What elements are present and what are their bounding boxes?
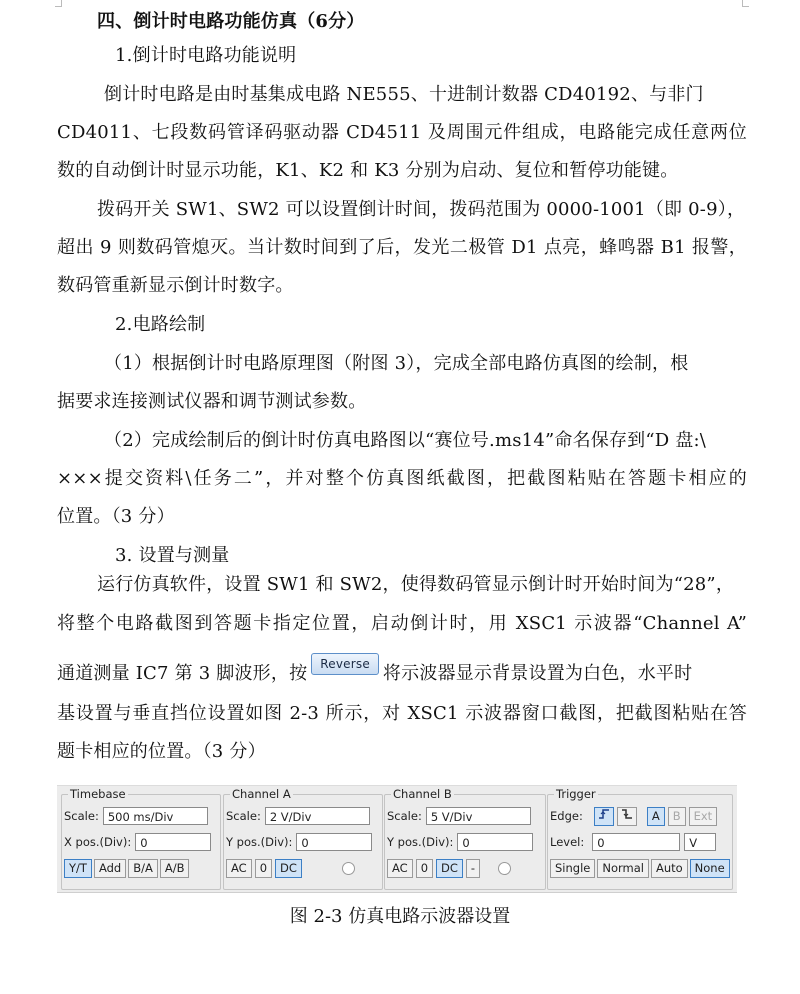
add-mode-button[interactable]: Add xyxy=(94,859,126,878)
channel-a-coupling-row xyxy=(226,857,355,879)
channel-b-zero-button[interactable]: 0 xyxy=(416,859,433,878)
channel-b-scale-field[interactable]: 5 V/Div xyxy=(426,807,531,825)
trigger-group xyxy=(547,787,733,890)
channel-b-ypos-label: Y pos.(Div): xyxy=(387,835,454,849)
page-corner-mark-left xyxy=(55,0,62,7)
trigger-edge-row xyxy=(550,805,717,827)
subheading-function: 1.倒计时电路功能说明 xyxy=(115,45,297,66)
trigger-level-unit[interactable]: V xyxy=(684,833,716,851)
subheading-setup: 3. 设置与测量 xyxy=(115,545,230,566)
paragraph-line: 据要求连接测试仪器和调节测试参数。 xyxy=(57,391,367,412)
paragraph-line: 倒计时电路是由时基集成电路 NE555、十进制计数器 CD40192、与非门 xyxy=(104,84,704,105)
paragraph-text: 将示波器显示背景设置为白色，水平时 xyxy=(382,663,693,684)
reverse-button[interactable]: Reverse xyxy=(311,653,379,675)
normal-mode-button[interactable]: Normal xyxy=(597,859,649,878)
falling-edge-icon[interactable] xyxy=(617,807,637,826)
channel-a-scale-label: Scale: xyxy=(226,809,261,823)
channel-a-ac-button[interactable]: AC xyxy=(226,859,252,878)
paragraph-line: 拨码开关 SW1、SW2 可以设置倒计时间，拨码范围为 0000-1001（即 0-9）， xyxy=(97,199,746,220)
channel-a-title: Channel A xyxy=(232,787,291,801)
trigger-level-row xyxy=(550,831,716,853)
channel-b-scale-row xyxy=(387,805,531,827)
channel-b-scale-label: Scale: xyxy=(387,809,422,823)
trigger-edge-label: Edge: xyxy=(550,809,583,823)
channel-b-ypos-field[interactable]: 0 xyxy=(457,833,533,851)
paragraph-line: 数码管重新显示倒计时数字。 xyxy=(57,275,294,296)
channel-b-invert-button[interactable]: - xyxy=(466,859,480,878)
paragraph-line-with-button xyxy=(57,657,693,686)
paragraph-line: ×××提交资料\任务二”，并对整个仿真图纸截图，把截图粘贴在答题卡相应的 xyxy=(57,468,747,489)
trigger-level-field[interactable]: 0 xyxy=(592,833,680,851)
paragraph-line: （1）根据倒计时电路原理图（附图 3），完成全部电路仿真图的绘制，根 xyxy=(104,353,689,374)
trigger-source-a-button[interactable]: A xyxy=(647,807,665,826)
trigger-source-b-button[interactable]: B xyxy=(668,807,686,826)
trigger-level-label: Level: xyxy=(550,835,585,849)
subheading-drawing: 2.电路绘制 xyxy=(115,314,206,335)
trigger-mode-row xyxy=(550,857,730,879)
paragraph-line: 基设置与垂直挡位设置如图 2-3 所示，对 XSC1 示波器窗口截图，把截图粘贴在答 xyxy=(57,703,747,724)
paragraph-text: 通道测量 IC7 第 3 脚波形，按 xyxy=(57,663,308,684)
paragraph-line: 题卡相应的位置。（3 分） xyxy=(57,741,266,762)
channel-b-coupling-row xyxy=(387,857,511,879)
auto-mode-button[interactable]: Auto xyxy=(651,859,688,878)
channel-a-group xyxy=(223,787,383,890)
channel-a-ypos-row xyxy=(226,831,372,853)
paragraph-line: （2）完成绘制后的倒计时仿真电路图以“赛位号.ms14”命名保存到“D 盘:\ xyxy=(104,430,707,451)
timebase-scale-label: Scale: xyxy=(64,809,99,823)
paragraph-line: CD4011、七段数码管译码驱动器 CD4511 及周围元件组成，电路能完成任意两位 xyxy=(57,122,747,143)
paragraph-line: 超出 9 则数码管熄灭。当计数时间到了后，发光二极管 D1 点亮，蜂鸣器 B1 报警， xyxy=(57,237,747,258)
trigger-title: Trigger xyxy=(556,787,596,801)
channel-b-radio[interactable] xyxy=(498,862,511,875)
channel-a-zero-button[interactable]: 0 xyxy=(255,859,272,878)
timebase-scale-field[interactable]: 500 ms/Div xyxy=(103,807,208,825)
trigger-source-ext-button[interactable]: Ext xyxy=(689,807,718,826)
page-corner-mark-right xyxy=(742,0,749,7)
timebase-title: Timebase xyxy=(70,787,126,801)
channel-a-scale-row xyxy=(226,805,370,827)
timebase-scale-row xyxy=(64,805,208,827)
timebase-group xyxy=(61,787,221,890)
timebase-xpos-field[interactable]: 0 xyxy=(135,833,211,851)
ab-mode-button[interactable]: A/B xyxy=(160,859,190,878)
channel-a-radio[interactable] xyxy=(342,862,355,875)
paragraph-line: 位置。（3 分） xyxy=(57,506,175,527)
rising-edge-icon[interactable] xyxy=(594,807,614,826)
timebase-xpos-label: X pos.(Div): xyxy=(64,835,132,849)
figure-caption: 图 2-3 仿真电路示波器设置 xyxy=(289,906,511,927)
oscilloscope-settings-panel xyxy=(57,785,737,893)
single-mode-button[interactable]: Single xyxy=(550,859,595,878)
channel-b-ac-button[interactable]: AC xyxy=(387,859,413,878)
paragraph-line: 将整个电路截图到答题卡指定位置，启动倒计时，用 XSC1 示波器“Channel A” xyxy=(57,613,747,634)
paragraph-line: 数的自动倒计时显示功能，K1、K2 和 K3 分别为启动、复位和暂停功能键。 xyxy=(57,160,679,181)
channel-b-title: Channel B xyxy=(393,787,452,801)
channel-b-dc-button[interactable]: DC xyxy=(436,859,463,878)
timebase-mode-row xyxy=(64,857,189,879)
channel-b-ypos-row xyxy=(387,831,533,853)
ba-mode-button[interactable]: B/A xyxy=(128,859,158,878)
timebase-xpos-row xyxy=(64,831,211,853)
yt-mode-button[interactable]: Y/T xyxy=(64,859,92,878)
channel-b-group xyxy=(384,787,546,890)
channel-a-dc-button[interactable]: DC xyxy=(275,859,302,878)
channel-a-ypos-label: Y pos.(Div): xyxy=(226,835,293,849)
channel-a-scale-field[interactable]: 2 V/Div xyxy=(265,807,370,825)
channel-a-ypos-field[interactable]: 0 xyxy=(296,833,372,851)
none-mode-button[interactable]: None xyxy=(690,859,730,878)
paragraph-line: 运行仿真软件，设置 SW1 和 SW2，使得数码管显示倒计时开始时间为“28”， xyxy=(97,574,735,595)
section-title: 四、倒计时电路功能仿真（6分） xyxy=(97,11,365,32)
